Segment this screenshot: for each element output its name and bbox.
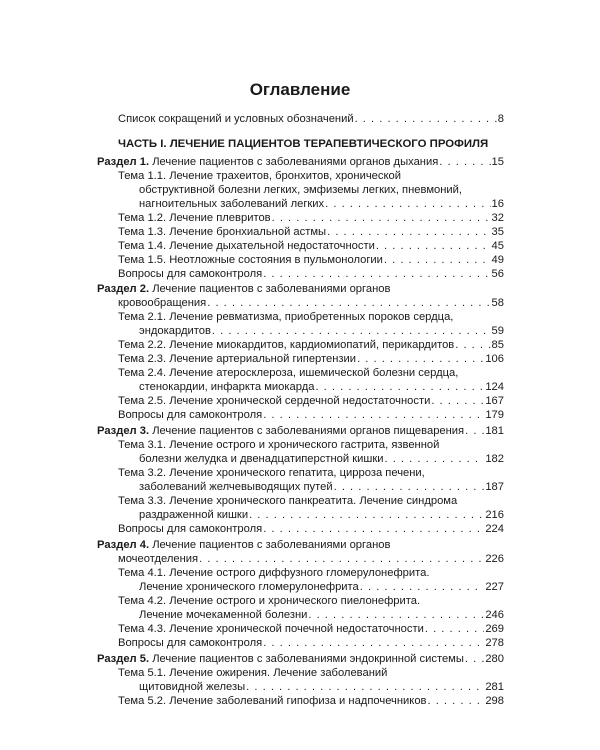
toc-topic-2-4-line1[interactable]: Тема 2.4. Лечение атеросклероза, ишемической болезни сердца, [118,367,459,379]
toc-topic-2-4[interactable]: стенокардии, инфаркта миокарда . . . 124 [139,380,504,394]
toc-section-2[interactable]: кровообращения . . . 58 [118,296,504,310]
toc-topic-5-1[interactable]: щитовидной железы . . . 281 [139,680,504,694]
toc-topic-1-1[interactable]: нагноительных заболеваний легких . . . 16 [139,197,504,211]
toc-topic-2-2[interactable]: Тема 2.2. Лечение миокардитов, кардиомиопатий, перикардитов . . . 85 [118,338,504,352]
toc-topic-4-2[interactable]: Лечение мочекаменной болезни . . . 246 [139,608,504,622]
toc-section-4-line1[interactable]: Раздел 4. Лечение пациентов с заболеваниями органов [97,539,391,551]
toc-entry-abbreviations[interactable]: Список сокращений и условных обозначений . . . 8 [118,112,504,126]
toc-questions-3[interactable]: Вопросы для самоконтроля . . . 224 [118,522,504,536]
toc-topic-1-2[interactable]: Тема 1.2. Лечение плевритов . . . 32 [118,211,504,225]
toc-topic-3-3-line1[interactable]: Тема 3.3. Лечение хронического панкреатита. Лечение синдрома [118,495,458,507]
toc-questions-1[interactable]: Вопросы для самоконтроля . . . 56 [118,267,504,281]
toc-section-4[interactable]: мочеотделения . . . 226 [118,552,504,566]
toc-topic-4-2-line1[interactable]: Тема 4.2. Лечение острого и хронического пиелонефрита. [118,595,421,607]
toc-topic-1-5[interactable]: Тема 1.5. Неотложные состояния в пульмонологии . . . 49 [118,253,504,267]
toc-section-2-line1[interactable]: Раздел 2. Лечение пациентов с заболеваниями органов [97,283,391,295]
toc-topic-4-1-line1[interactable]: Тема 4.1. Лечение острого диффузного гломерулонефрита. [118,567,430,579]
toc-topic-5-2[interactable]: Тема 5.2. Лечение заболеваний гипофиза и надпочечников . . . 298 [118,694,504,708]
toc-topic-1-3[interactable]: Тема 1.3. Лечение бронхиальной астмы . . . 35 [118,225,504,239]
toc-topic-5-1-line1[interactable]: Тема 5.1. Лечение ожирения. Лечение заболеваний [118,667,388,679]
toc-questions-4[interactable]: Вопросы для самоконтроля . . . 278 [118,636,504,650]
toc-topic-2-1-line1[interactable]: Тема 2.1. Лечение ревматизма, приобретенных пороков сердца, [118,311,454,323]
toc-topic-4-3[interactable]: Тема 4.3. Лечение хронической почечной недостаточности . . . 269 [118,622,504,636]
page-title: Оглавление [249,80,351,99]
toc-topic-3-1[interactable]: болезни желудка и двенадцатиперстной кишки . . . 182 [139,452,504,466]
toc-topic-2-5[interactable]: Тема 2.5. Лечение хронической сердечной недостаточности . . . 167 [118,394,504,408]
part-heading: ЧАСТЬ I. ЛЕЧЕНИЕ ПАЦИЕНТОВ ТЕРАПЕВТИЧЕСКОГО ПРОФИЛЯ [118,138,489,150]
toc-topic-1-4[interactable]: Тема 1.4. Лечение дыхательной недостаточности . . . 45 [118,239,504,253]
toc-topic-2-1[interactable]: эндокардитов . . . 59 [139,324,504,338]
toc-topic-1-1-line2[interactable]: обструктивной болезни легких, эмфиземы легких, пневмоний, [139,184,463,196]
toc-section-5[interactable]: Раздел 5. Лечение пациентов с заболеваниями эндокринной системы . . . 280 [97,652,504,666]
toc-topic-1-1-line1[interactable]: Тема 1.1. Лечение трахеитов, бронхитов, хронической [118,170,401,182]
toc-topic-3-3[interactable]: раздраженной кишки . . . 216 [139,508,504,522]
toc-questions-2[interactable]: Вопросы для самоконтроля . . . 179 [118,408,504,422]
toc-topic-3-2[interactable]: заболеваний желчевыводящих путей . . . 187 [139,480,504,494]
toc-topic-3-1-line1[interactable]: Тема 3.1. Лечение острого и хронического гастрита, язвенной [118,439,440,451]
toc-topic-3-2-line1[interactable]: Тема 3.2. Лечение хронического гепатита, цирроза печени, [118,467,425,479]
toc-section-1[interactable]: Раздел 1. Лечение пациентов с заболеваниями органов дыхания . . . 15 [97,155,504,169]
toc-topic-4-1[interactable]: Лечение хронического гломерулонефрита . . . 227 [139,580,504,594]
toc-topic-2-3[interactable]: Тема 2.3. Лечение артериальной гипертензии . . . 106 [118,352,504,366]
toc-section-3[interactable]: Раздел 3. Лечение пациентов с заболеваниями органов пищеварения . . . 181 [97,424,504,438]
